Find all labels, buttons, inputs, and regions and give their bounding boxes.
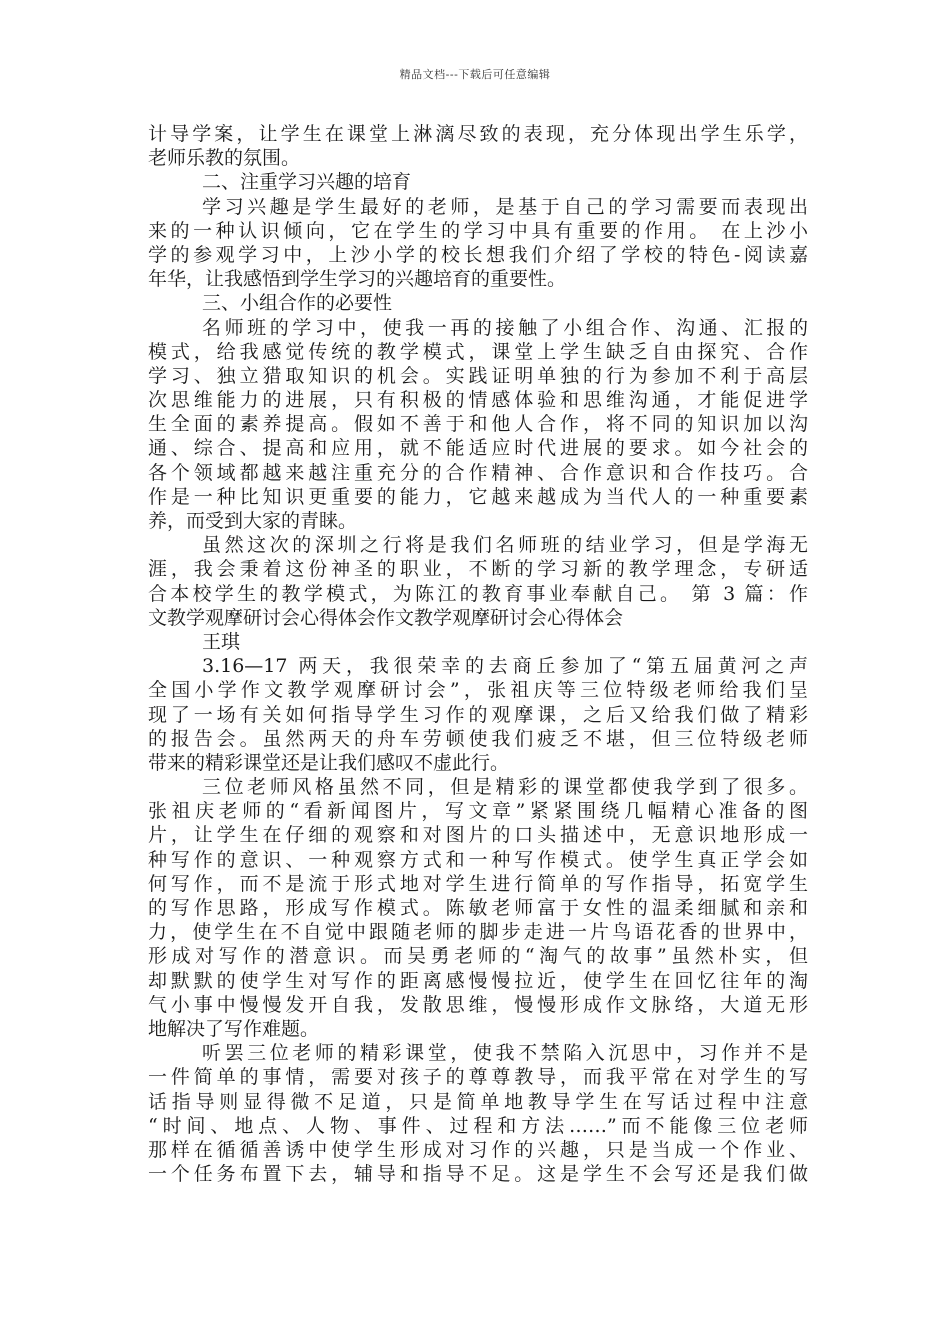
text-line: 地解决了写作难题。 [148, 1017, 320, 1040]
paragraph-first-line: 3.16—17 两天，我很荣幸的去商丘参加了“第五届黄河之声 [202, 655, 808, 678]
paragraph-first-line: 名师班的学习中，使我一再的接触了小组合作、沟通、汇报的 [202, 316, 808, 339]
text-line: 全国小学作文教学观摩研讨会”，张祖庆等三位特级老师给我们呈 [148, 679, 808, 702]
text-line: 计导学案，让学生在课堂上淋漓尽致的表现，充分体现出学生乐学， [148, 123, 808, 145]
paragraph-first-line: 三位老师风格虽然不同，但是精彩的课堂都使我学到了很多。 [202, 776, 808, 799]
text-line: 何写作，而不是流于形式地对学生进行简单的写作指导，拓宽学生 [148, 872, 808, 895]
text-line: 年华，让我感悟到学生学习的兴趣培育的重要性。 [148, 268, 567, 291]
text-line: 作是一种比知识更重要的能力，它越来越成为当代人的一种重要素 [148, 485, 808, 508]
text-line: 气小事中慢慢发开自我，发散思维，慢慢形成作文脉络，大道无形 [148, 993, 808, 1016]
text-line: 现了一场有关如何指导学生习作的观摩课，之后又给我们做了精彩 [148, 703, 808, 726]
text-line: 养，而受到大家的青睐。 [148, 510, 358, 532]
text-line: 学习、独立猎取知识的机会。实践证明单独的行为参加不利于高层 [148, 364, 808, 387]
paragraph-first-line: 学习兴趣是学生最好的老师，是基于自己的学习需要而表现出 [202, 195, 808, 218]
text-line: 的写作思路，形成写作模式。陈敏老师富于女性的温柔细腻和亲和 [148, 897, 808, 919]
text-line: 老师乐教的氛围。 [148, 147, 301, 170]
text-line: 片，让学生在仔细的观察和对图片的口头描述中，无意识地形成一 [148, 824, 808, 847]
text-line: 一个任务布置下去，辅导和指导不足。这是学生不会写还是我们做 [148, 1163, 808, 1186]
text-line: 合本校学生的教学模式，为陈江的教育事业奉献自己。 第 3 篇：作 [148, 582, 808, 605]
text-line: 话指导则显得微不足道，只是简单地教导学生在写话过程中注意 [148, 1090, 808, 1113]
page-header: 精品文档---下载后可任意编辑 [399, 68, 551, 81]
paragraph-first-line: 王琪 [202, 630, 241, 653]
text-line: “时间、地点、人物、事件、过程和方法……”而不能像三位老师 [148, 1114, 808, 1137]
paragraph-first-line: 三、小组合作的必要性 [202, 292, 393, 315]
text-line: 种写作的意识、一种观察方式和一种写作模式。使学生真正学会如 [148, 848, 808, 871]
text-line: 力，使学生在不自觉中跟随老师的脚步走进一片鸟语花香的世界中， [148, 921, 808, 944]
text-line: 学的参观学习中，上沙小学的校长想我们介绍了学校的特色-阅读嘉 [148, 243, 808, 266]
text-line: 涯，我会秉着这份神圣的职业，不断的学习新的教学理念，专研适 [148, 558, 808, 581]
text-line: 张祖庆老师的“看新闻图片，写文章”紧紧围绕几幅精心准备的图 [148, 800, 808, 823]
text-line: 形成对写作的潜意识。而吴勇老师的“淘气的故事”虽然朴实，但 [148, 945, 808, 968]
text-line: 生全面的素养提高。假如不善于和他人合作，将不同的知识加以沟 [148, 413, 808, 436]
text-line: 那样在循循善诱中使学生形成对习作的兴趣，只是当成一个作业、 [148, 1138, 808, 1161]
paragraph-first-line: 二、注重学习兴趣的培育 [202, 171, 412, 194]
document-body [148, 122, 808, 1186]
text-line: 各个领域都越来越注重充分的合作精神、合作意识和合作技巧。合 [148, 461, 808, 484]
text-line: 带来的精彩课堂还是让我们感叹不虚此行。 [148, 751, 510, 774]
text-line: 的报告会。虽然两天的舟车劳顿使我们疲乏不堪，但三位特级老师 [148, 727, 808, 750]
paragraph-first-line: 虽然这次的深圳之行将是我们名师班的结业学习，但是学海无 [202, 534, 808, 557]
text-line: 一件简单的事情，需要对孩子的尊尊教导，而我平常在对学生的写 [148, 1066, 808, 1089]
text-line: 模式，给我感觉传统的教学模式，课堂上学生缺乏自由探究、合作 [148, 340, 808, 363]
paragraph-first-line: 听罢三位老师的精彩课堂，使我不禁陷入沉思中，习作并不是 [202, 1042, 808, 1065]
text-line: 次思维能力的进展，只有积极的情感体验和思维沟通，才能促进学 [148, 389, 808, 412]
text-line: 来的一种认识倾向，它在学生的学习中具有重要的作用。 在上沙小 [148, 219, 808, 242]
text-line: 通、综合、提高和应用，就不能适应时代进展的要求。如今社会的 [148, 437, 808, 460]
text-line: 文教学观摩研讨会心得体会作文教学观摩研讨会心得体会 [148, 606, 624, 629]
text-line: 却默默的使学生对写作的距离感慢慢拉近，使学生在回忆往年的淘 [148, 969, 808, 992]
